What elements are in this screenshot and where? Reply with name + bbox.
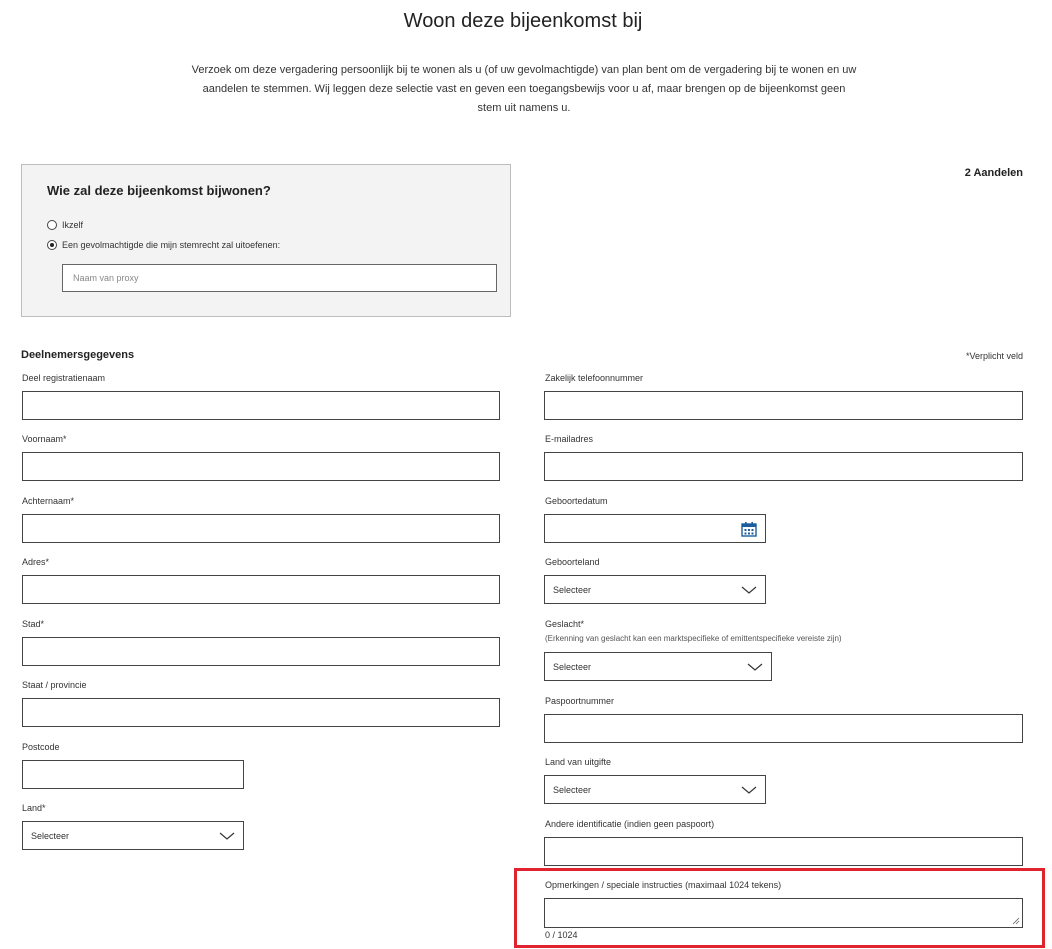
registration-name-label: Deel registratienaam (22, 373, 106, 383)
proxy-name-input[interactable] (62, 264, 497, 292)
shares-count: 2 Aandelen (964, 167, 1023, 179)
remarks-textarea[interactable] (544, 898, 1023, 928)
radio-self[interactable] (47, 220, 57, 230)
address-label: Adres* (22, 557, 50, 567)
passport-label: Paspoortnummer (545, 696, 615, 706)
attendance-question: Wie zal deze bijeenkomst bijwonen? (47, 183, 271, 198)
calendar-icon[interactable] (741, 521, 757, 537)
intro-text: Verzoek om deze vergadering persoonlijk bij te wonen als u (of uw gevolmachtigde) van plan bent om de vergadering bij te wonen en uw aandelen te stemmen. Wij leggen deze selectie vast en geven een toegangsbewijs voor u af, maar brengen op de bijeenkomst geen stem uit namens u. (191, 64, 857, 114)
city-input[interactable] (22, 637, 500, 666)
chevron-down-icon (219, 831, 235, 841)
country-select-value: Selecteer (31, 830, 70, 841)
radio-proxy[interactable] (47, 240, 57, 250)
resize-grip-icon[interactable] (1012, 917, 1020, 925)
chevron-down-icon (741, 585, 757, 595)
page-title: Woon deze bijeenkomst bij (403, 10, 643, 32)
state-label: Staat / provincie (22, 680, 87, 690)
birth-date-label: Geboortedatum (545, 496, 608, 506)
country-label: Land* (22, 803, 46, 813)
first-name-label: Voornaam* (22, 434, 67, 444)
gender-select[interactable] (544, 652, 772, 681)
birth-country-select-value: Selecteer (553, 584, 592, 595)
first-name-input[interactable] (22, 452, 500, 481)
issue-country-select[interactable] (544, 775, 766, 804)
country-select[interactable] (22, 821, 244, 850)
section-title: Deelnemersgegevens (21, 349, 135, 361)
state-input[interactable] (22, 698, 500, 727)
chevron-down-icon (741, 785, 757, 795)
address-input[interactable] (22, 575, 500, 604)
issue-country-label: Land van uitgifte (545, 757, 612, 767)
postcode-label: Postcode (22, 742, 60, 752)
required-note: *Verplicht veld (965, 351, 1023, 361)
other-id-label: Andere identificatie (indien geen paspoort) (545, 819, 715, 829)
gender-label: Geslacht* (545, 619, 585, 629)
email-input[interactable] (544, 452, 1023, 481)
option-proxy-row[interactable] (47, 240, 280, 250)
remarks-counter: 0 / 1024 (545, 930, 578, 940)
last-name-label: Achternaam* (22, 496, 75, 506)
option-self-row[interactable] (47, 220, 83, 230)
attendance-card (21, 164, 511, 317)
remarks-label: Opmerkingen / speciale instructies (maximaal 1024 tekens) (545, 880, 782, 890)
business-phone-label: Zakelijk telefoonnummer (545, 373, 644, 383)
registration-name-input[interactable] (22, 391, 500, 420)
chevron-down-icon (747, 662, 763, 672)
birth-date-input[interactable] (544, 514, 766, 543)
passport-input[interactable] (544, 714, 1023, 743)
issue-country-select-value: Selecteer (553, 784, 592, 795)
city-label: Stad* (22, 619, 45, 629)
option-proxy-label: Een gevolmachtigde die mijn stemrecht zal uitoefenen: (62, 240, 281, 250)
postcode-input[interactable] (22, 760, 244, 789)
email-label: E-mailadres (545, 434, 594, 444)
other-id-input[interactable] (544, 837, 1023, 866)
proxy-name-placeholder: Naam van proxy (73, 273, 139, 283)
option-self-label: Ikzelf (62, 220, 84, 230)
business-phone-input[interactable] (544, 391, 1023, 420)
birth-country-select[interactable] (544, 575, 766, 604)
birth-country-label: Geboorteland (545, 557, 600, 567)
gender-hint: (Erkenning van geslacht kan een marktspecifieke of emittentspecifieke vereiste zijn) (545, 634, 842, 643)
last-name-input[interactable] (22, 514, 500, 543)
gender-select-value: Selecteer (553, 661, 592, 672)
